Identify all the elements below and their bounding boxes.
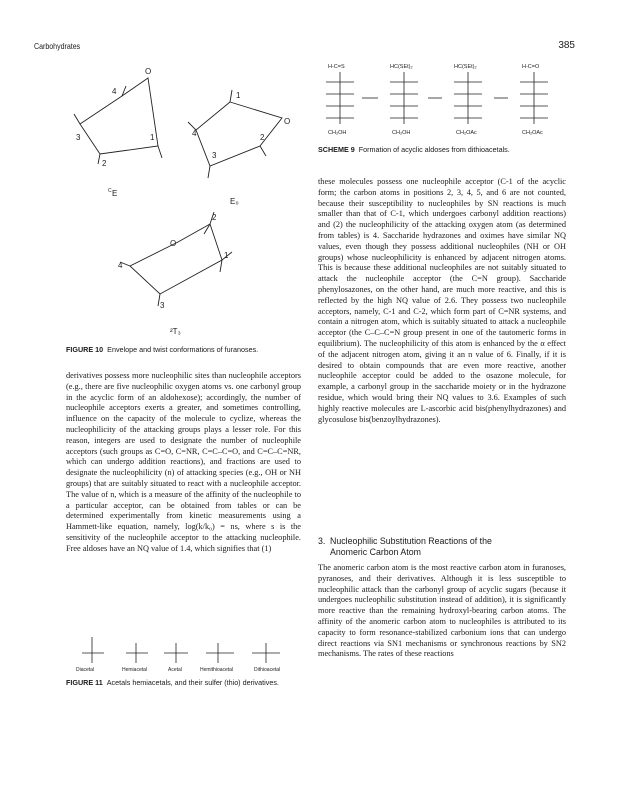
left-column-paragraph: derivatives possess more nucleophilic sites than nucleophile acceptors (e.g., there are five nucleophilic oxygen atoms vs. one carbonyl group in the acyclic form of an aldohexose); accordingly, the number of nucleophile acceptors exerts a greater, and sometimes controlling, influence on the capacity of the molecule to cyclize, whereas the nucleophilicity of the attacking groups plays a lesser role. For this reason, integers are used to designate the number of nucleophile acceptors (such groups as C=O, C=NR, C=C–C=O, and C=C–C=NR, which can undergo addition reactions), and fractions are used to designate the nucleophilicity (n) of attacking species (e.g., OH or NH groups) that are suitably situated to react with a nucleophile acceptor. The value of n, which is a measure of the affinity of the nucleophile to a particular acceptor, can be obtained from tables or can be determined experimentally from kinetic measurements using a Hammett-like equation, namely, log(k/k₀) = ns, where s is the sensitivity of the nucleophile acceptor to the attacking nucleophile. Free aldoses have an NQ value of 1.4, which signifies that (1)	[66, 371, 301, 553]
figure-11-caption	[66, 678, 301, 687]
scheme-9-structure-4-bottom: CH₂OAc	[522, 130, 543, 136]
left-column-text	[66, 371, 301, 555]
scheme-9-structure-2-top: HC(SEt)₂	[390, 64, 413, 70]
figure-11-structures	[66, 633, 301, 673]
section-title-line-2: Anomeric Carbon Atom	[330, 547, 421, 557]
figure-10-caption-text: Envelope and twist conformations of furanoses.	[107, 345, 259, 354]
section-body-text	[318, 563, 566, 660]
envelope-left-position-3: 3	[76, 133, 81, 142]
envelope-left-ring-oxygen: O	[145, 67, 152, 76]
twist-position-2: 2	[212, 213, 217, 222]
scheme-9-structure-2-bottom: CH₂OH	[392, 130, 411, 136]
section-paragraph: The anomeric carbon atom is the most reactive carbon atom in furanoses, pyranoses, and their derivatives. Although it is less susceptible to nucleophilic attack than the carbonyl group of acyclic sugars (because it undergoes nucleophilic substitution instead of addition), it is significantly more reactive than the remaining hydroxyl-bearing carbon atoms. The affinity of the anomeric carbon atom to nucleophiles is attributed to its capacity to form resonance-stabilized carbonium ions that can undergo direct reactions via SN1 mechanisms or synchronous reactions by SN2 mechanisms. The rates of these reactions	[318, 563, 566, 659]
twist-label: ²T₃	[170, 327, 181, 336]
twist-position-3: 3	[160, 301, 165, 310]
figure-11-label-dithioacetal: Dithioacetal	[254, 667, 281, 673]
figure-10-conformations	[60, 62, 310, 347]
figure-10-caption-label: FIGURE 10	[66, 345, 104, 354]
scheme-9-caption-label: SCHEME 9	[318, 145, 355, 154]
scheme-9-structure-3-top: HC(SEt)₂	[454, 64, 477, 70]
running-head: Carbohydrates	[34, 42, 81, 51]
envelope-right-position-4: 4	[192, 129, 197, 138]
envelope-left-position-1: 1	[150, 133, 155, 142]
scheme-9-structure-3-bottom: CH₂OAc	[456, 130, 477, 136]
figure-11-label-diacetal: Diacetal	[76, 667, 95, 673]
scheme-9-caption-text: Formation of acyclic aldoses from dithioacetals.	[358, 145, 510, 154]
envelope-right-label: E₀	[230, 197, 239, 206]
right-column-paragraph: these molecules possess one nucleophile acceptor (C-1 of the acyclic form; the carbon atoms in positions 2, 3, 4, 5, and 6 are not counted, because their susceptibility to nucleophiles by SN reactions is much smaller than that of C-1, which undergoes carbonyl addition reactions) and (2) the nucleophilicity of the attacking oxygen atom (as determined from tables) is 4. Saccharide hydrazones and oximes have similar NQ values, even though they possess additional nucleophiles (NH or OH groups) whose nucleophilicity is enhanced by adjacent nitrogen atoms. This is because these additional nucleophiles are not suitably situated to attack the nucleophile acceptor (the C=N group). Saccharide phenylosazones, on the other hand, are much more reactive, and this is reflected by the high NQ value of 2.6. They possess two nucleophile acceptors, namely, C-1 and C-2, which form part of C=NR systems, and contain a nitrogen atom, which is suitably situated to attack a nucleophile acceptor (the C–C–C=N group present in one of the tautomeric forms in equilibrium). The nucleophilicity of this atom is enhanced by the α effect of the adjacent nitrogen atom, giving it an n value of 6. Finally, if it is desired to obtain compounds that are even more reactive, another nucleophile acceptor could be added to the osazone molecule, for example, a carbonyl group in the saccharide moiety or in the hydrazone residue, which would bring their NQ values to 3.6. Examples of such highly reactive molecules are L-ascorbic acid bis(phenylhydrazones) and glycosulose bis(benzoylhydrazones).	[318, 177, 566, 424]
twist-ring-oxygen: O	[170, 239, 177, 248]
section-title-line-1: Nucleophilic Substitution Reactions of the	[330, 536, 492, 546]
scheme-9-structures	[318, 58, 588, 140]
section-heading	[318, 536, 566, 558]
twist-position-4: 4	[118, 261, 123, 270]
section-number: 3.	[318, 536, 326, 546]
figure-11-label-hemithioacetal: Hemithioacetal	[200, 667, 234, 673]
right-column-text	[318, 177, 566, 425]
scheme-9-structure-1-top: H-C=S	[328, 64, 345, 70]
envelope-right-ring-oxygen: O	[284, 117, 291, 126]
envelope-left-label: E	[112, 189, 118, 198]
envelope-right-position-1: 1	[236, 91, 241, 100]
page-number: 385	[558, 40, 575, 51]
scheme-9-structure-4-top: H-C=O	[522, 64, 540, 70]
figure-11-caption-label: FIGURE 11	[66, 678, 103, 687]
scheme-9-caption	[318, 145, 588, 154]
scheme-9-structure-1-bottom: CH₂OH	[328, 130, 347, 136]
envelope-left-position-2: 2	[102, 159, 107, 168]
envelope-right-position-3: 3	[212, 151, 217, 160]
figure-11-label-acetal: Acetal	[168, 667, 182, 673]
twist-position-1: 1	[224, 251, 229, 260]
figure-10-caption	[66, 345, 316, 354]
envelope-left-label-sup: C	[108, 188, 112, 194]
envelope-right-position-2: 2	[260, 133, 265, 142]
envelope-left-position-4: 4	[112, 87, 117, 96]
figure-11-label-hemiacetal: Hemiacetal	[122, 667, 148, 673]
figure-11-caption-text: Acetals hemiacetals, and their sulfer (thio) derivatives.	[106, 678, 279, 687]
